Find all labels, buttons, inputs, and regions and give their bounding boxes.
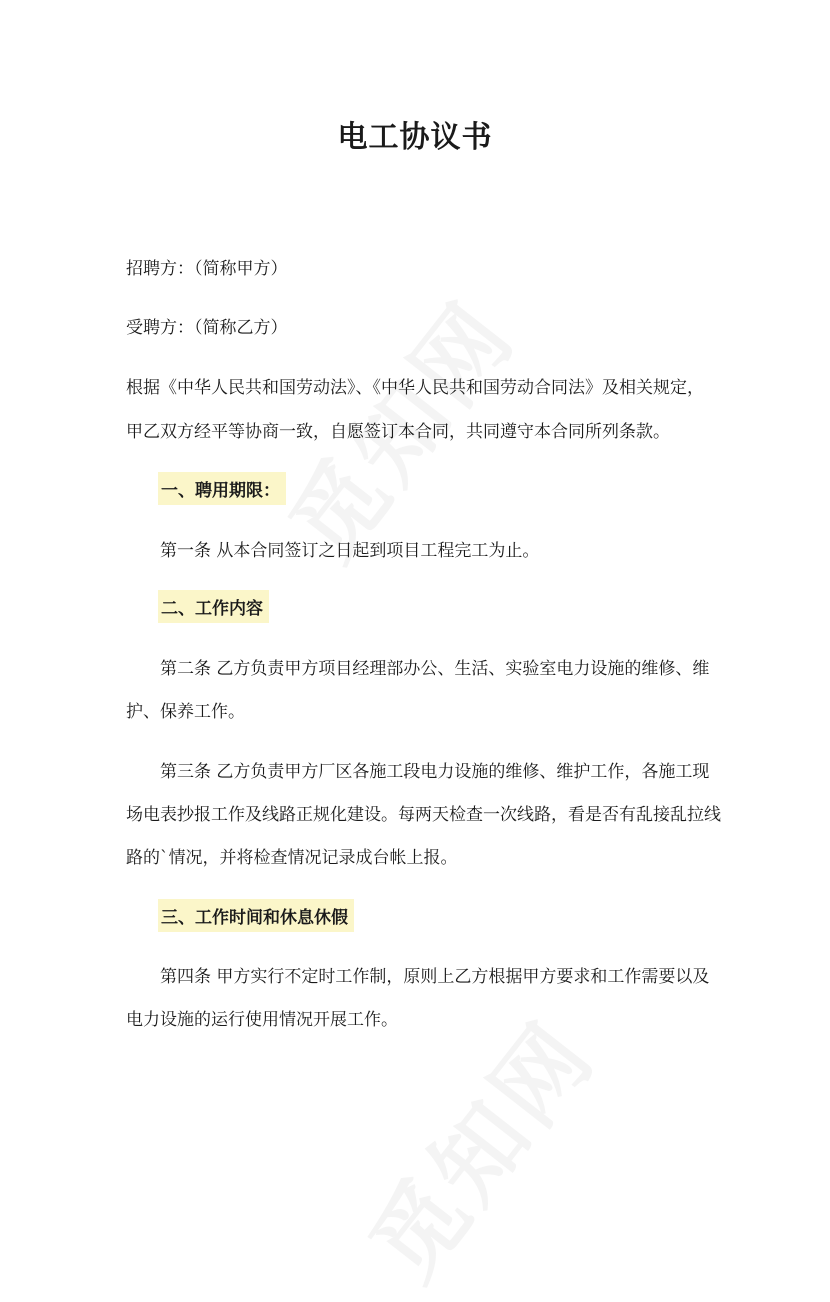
clause-1: 第一条 从本合同签订之日起到项目工程完工为止。	[160, 541, 540, 561]
clause-3-line-2: 场电表抄报工作及线路正规化建设。每两天检查一次线路，看是否有乱接乱拉线	[126, 805, 721, 825]
document-title: 电工协议书	[337, 120, 493, 155]
clause-2-line-2: 护、保养工作。	[126, 702, 245, 722]
section-heading-hours: 三、工作时间和休息休假	[158, 899, 354, 932]
clause-3-line-1: 第三条 乙方负责甲方厂区各施工段电力设施的维修、维护工作，各施工现	[160, 762, 710, 782]
section-heading-content: 二、工作内容	[158, 590, 269, 623]
clause-2-line-1: 第二条 乙方负责甲方项目经理部办公、生活、实验室电力设施的维修、维	[160, 659, 710, 679]
party-b-line: 受聘方：（简称乙方）	[126, 318, 288, 338]
watermark	[334, 990, 619, 1302]
party-a-line: 招聘方：（简称甲方）	[126, 259, 288, 279]
clause-4-line-1: 第四条 甲方实行不定时工作制，原则上乙方根据甲方要求和工作需要以及	[160, 967, 710, 987]
intro-line-1: 根据《中华人民共和国劳动法》、《中华人民共和国劳动合同法》及相关规定，	[126, 378, 704, 398]
section-heading-term: 一、聘用期限：	[158, 472, 286, 505]
intro-line-2: 甲乙双方经平等协商一致，自愿签订本合同，共同遵守本合同所列条款。	[126, 422, 670, 442]
clause-4-line-2: 电力设施的运行使用情况开展工作。	[126, 1010, 398, 1030]
clause-3-line-3: 路的`情况，并将检查情况记录成台帐上报。	[126, 848, 458, 868]
